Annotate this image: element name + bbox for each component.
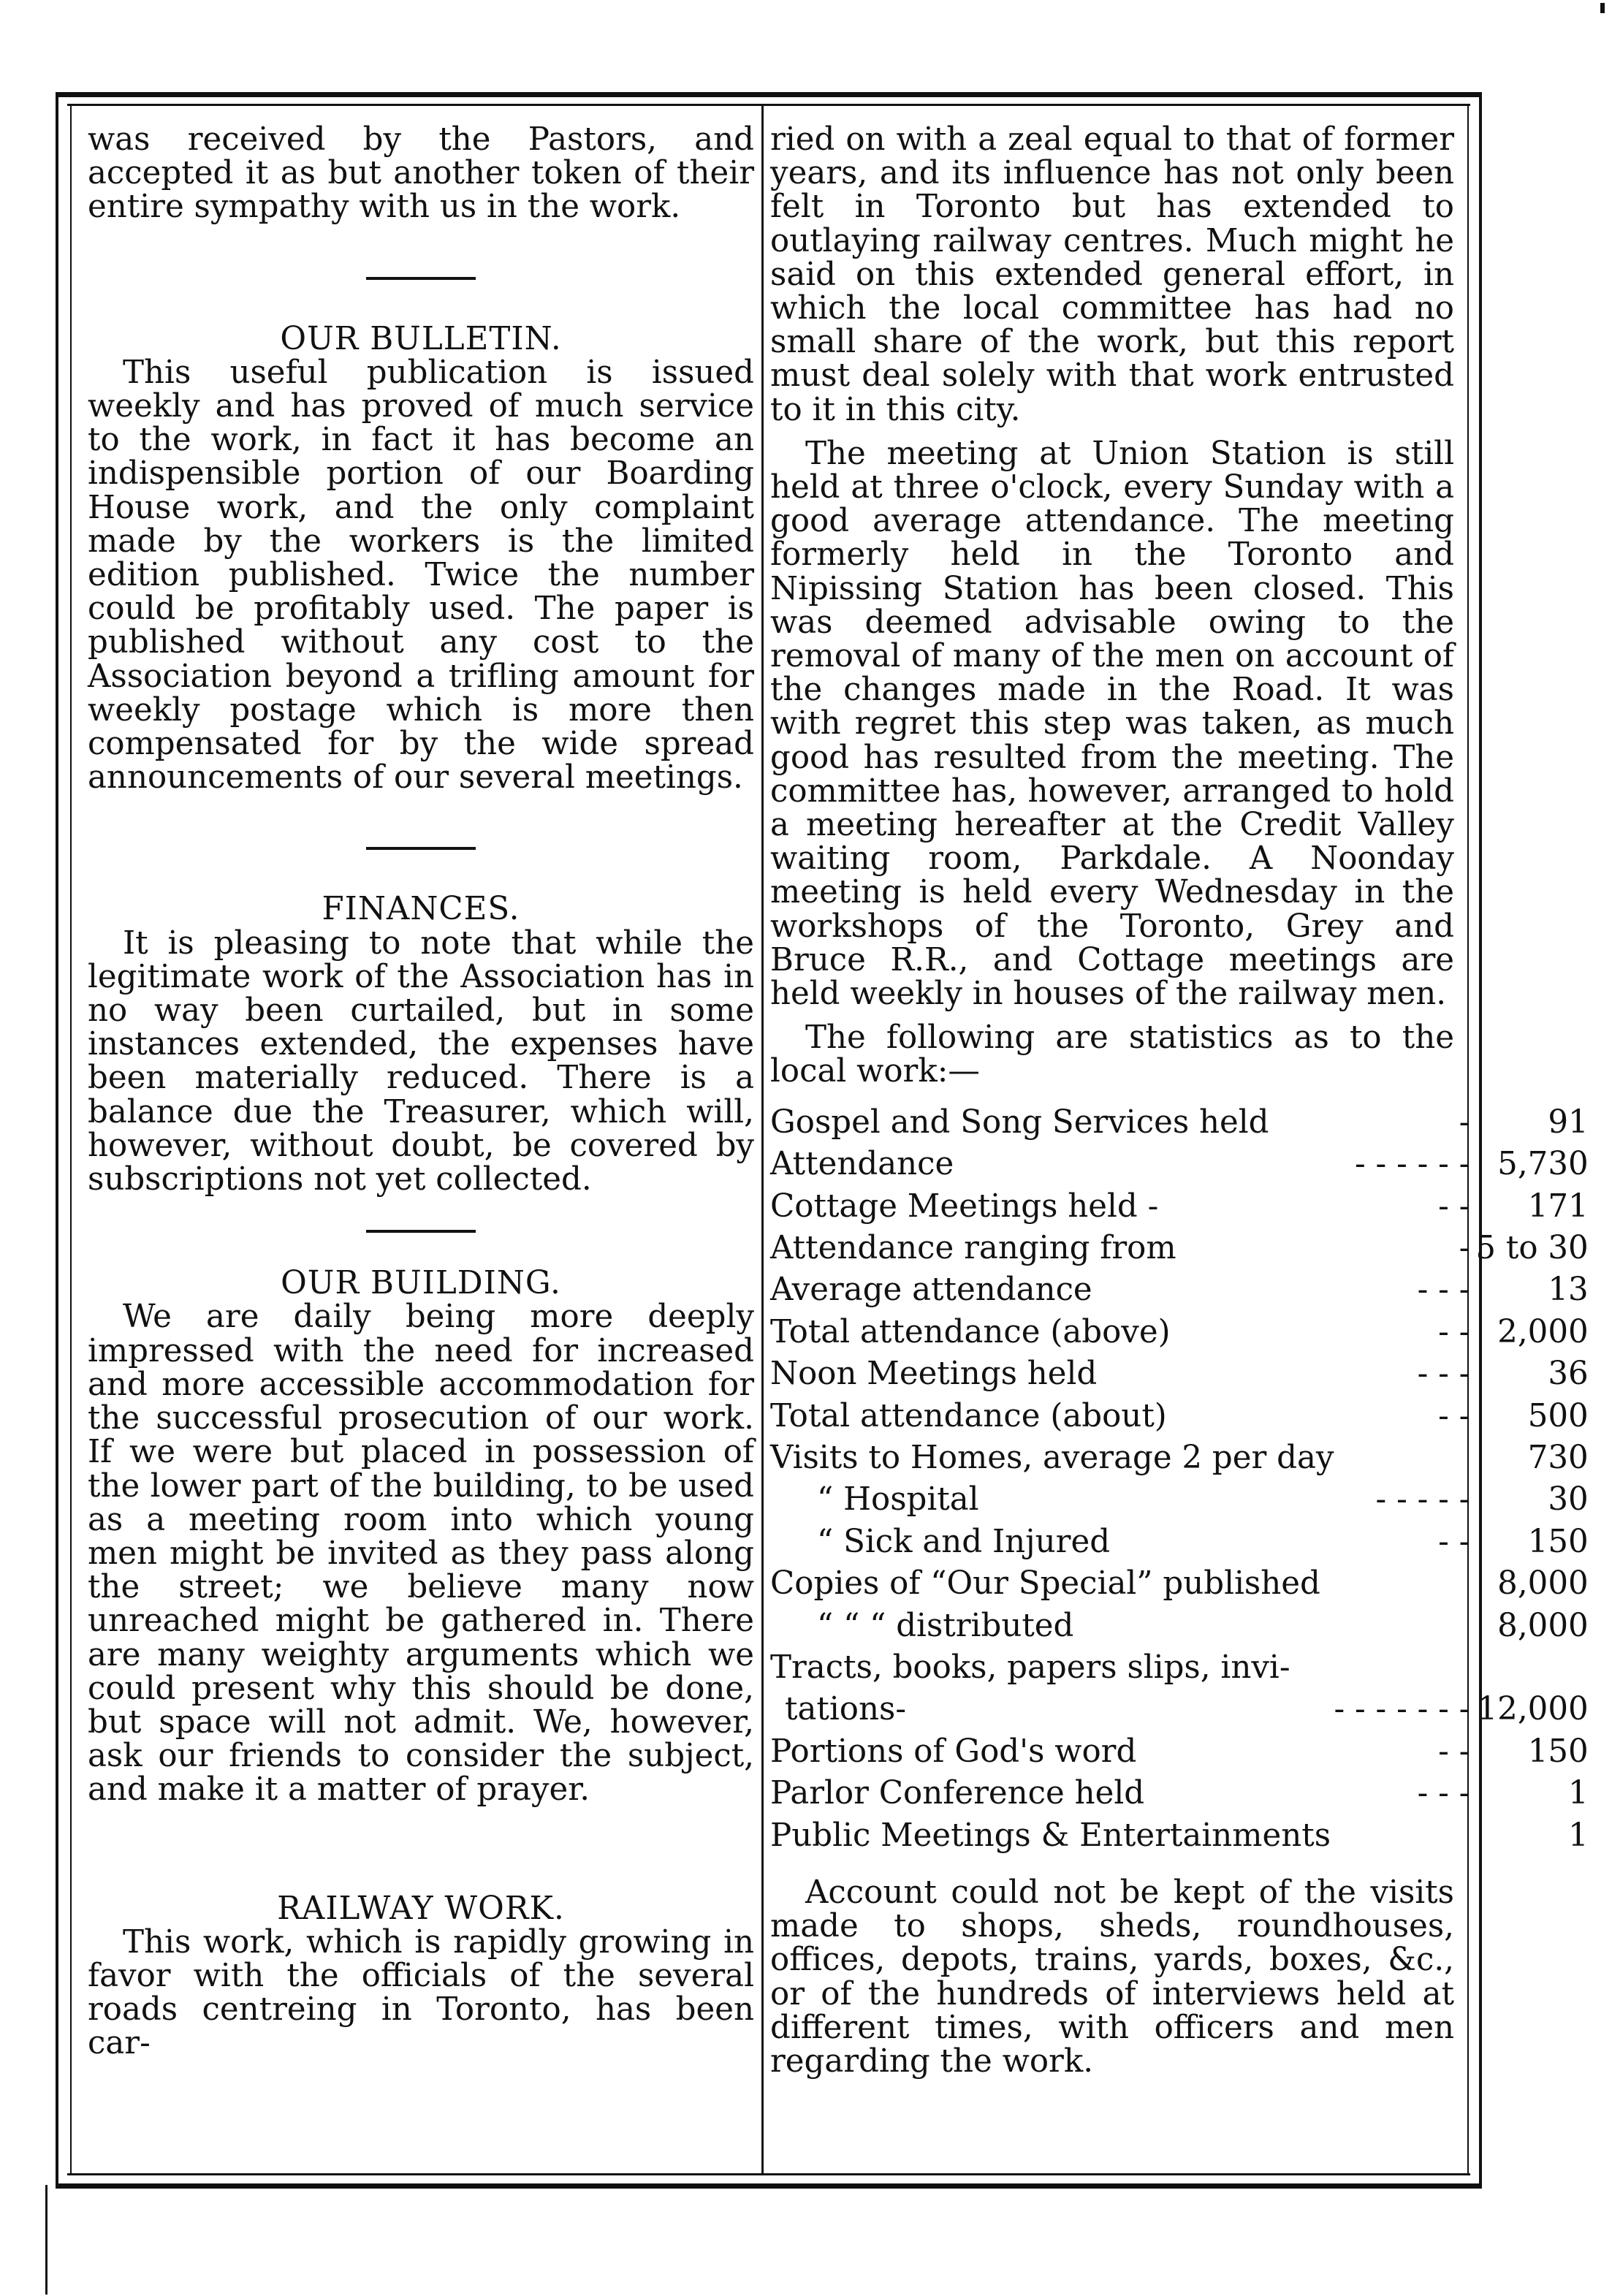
- stat-value: 91: [1548, 1103, 1589, 1141]
- stat-label: “ Hospital: [817, 1481, 979, 1518]
- building-paragraph: We are daily being more deeply impressed with the need for increased and more accessible accommodation for the successful prosecution of our work. If we were but placed in possession of the lower part of the building, to be used as a meeting room into which young men might be invited as they pass along the street; we believe many now unreached might be gathered in. There are many weighty arguments which we could present why this should be done, but space will not admit. We, however, ask our friends to consider the subject, and make it a matter of prayer.: [88, 1299, 754, 1809]
- stat-row: [770, 1144, 1589, 1185]
- stat-leader: - - - - - -: [1355, 1146, 1470, 1183]
- stat-label: Attendance ranging from: [770, 1229, 1176, 1266]
- column-divider: [761, 104, 764, 2175]
- stat-row: [770, 1479, 1589, 1521]
- top-border-thin: [67, 104, 1470, 106]
- stat-row: [770, 1647, 1589, 1689]
- bottom-border-thin: [67, 2173, 1470, 2175]
- stat-value: 5 to 30: [1475, 1229, 1589, 1266]
- stat-leader: - -: [1438, 1313, 1470, 1350]
- stat-row: [770, 1102, 1589, 1144]
- stat-value: 13: [1548, 1271, 1589, 1309]
- stat-label: Total attendance (above): [770, 1313, 1171, 1350]
- stat-value: 150: [1527, 1733, 1589, 1770]
- stat-row: [770, 1563, 1589, 1605]
- stat-value: 36: [1548, 1356, 1589, 1393]
- stat-value: 2,000: [1497, 1313, 1589, 1350]
- stat-row: [770, 1312, 1589, 1353]
- stat-label: Parlor Conference held: [770, 1775, 1145, 1812]
- bulletin-paragraph: This useful publication is issued weekly and has proved of much service to the work, in fact it has become an indispensible portion of our Boarding House work, and the only complaint made by the workers is the limited edition published. Twice the number could be profitably used. The paper is published without any cost to the Association beyond a trifling amount for weekly postage which is more then compensated for by the wide spread announcements of our several meetings.: [88, 354, 754, 797]
- stat-leader: - - -: [1417, 1775, 1470, 1812]
- stat-value: 8,000: [1497, 1607, 1589, 1644]
- heading-finances: FINANCES.: [322, 891, 520, 928]
- railway-continued-paragraph: ried on with a zeal equal to that of former years, and its influence has not only been felt in Toronto but has extended to outlaying railway centres. Much might he said on this extended general effort, in which the local committee has had no small share of the work, but this report must deal solely with that work entrusted to it in this city.: [770, 121, 1454, 428]
- union-station-paragraph: The meeting at Union Station is still held at three o'clock, every Sunday with a good average attendance. The meeting formerly held in the Toronto and Nipissing Station has been closed. This was deemed advisable owing to the removal of many of the men on account of the changes made in the Road. It was with regret this step was taken, as much good has resulted from the meeting. The committee has, however, arranged to hold a meeting hereafter at the Credit Valley waiting room, Parkdale. A Noonday meeting is held every Wednesday in the workshops of the Toronto, Grey and Bruce R.R., and Cottage meetings are held weekly in houses of the railway men.: [770, 435, 1454, 1013]
- stat-value: 730: [1527, 1439, 1589, 1476]
- heading-railway-work: RAILWAY WORK.: [277, 1890, 565, 1927]
- stat-leader: - - -: [1417, 1271, 1470, 1309]
- margin-line: [45, 2185, 47, 2295]
- heading-our-building: OUR BUILDING.: [281, 1265, 561, 1302]
- stat-row: [770, 1731, 1589, 1773]
- stat-label: Average attendance: [770, 1271, 1092, 1309]
- stat-leader: - - - - - - -: [1334, 1691, 1470, 1728]
- stat-value: 1: [1568, 1775, 1589, 1812]
- stat-value: 30: [1548, 1481, 1589, 1518]
- stat-leader: - -: [1438, 1397, 1470, 1434]
- stat-label: Cottage Meetings held -: [770, 1187, 1159, 1225]
- stat-row: [770, 1521, 1589, 1563]
- intro-paragraph: was received by the Pastors, and accepted it as but another token of their entire sympathy with us in the work.: [88, 121, 754, 226]
- stat-leader: [1334, 1815, 1476, 1857]
- stat-row: [770, 1773, 1589, 1814]
- stat-leader: - - - - -: [1375, 1481, 1470, 1518]
- stat-label: Public Meetings & Entertainments: [770, 1817, 1331, 1854]
- left-border-inner: [70, 104, 72, 2175]
- stat-row: [770, 1605, 1589, 1647]
- section-separator: [366, 277, 476, 280]
- stat-label: Tracts, books, papers slips, invi-: [770, 1649, 1290, 1686]
- stat-row: [770, 1186, 1589, 1228]
- stat-row: [770, 1228, 1589, 1269]
- stat-label: Copies of “Our Special” published: [770, 1565, 1320, 1603]
- right-column: [770, 121, 1589, 2080]
- stat-row: [770, 1269, 1589, 1311]
- left-column: [88, 123, 754, 2061]
- heading-our-bulletin: OUR BULLETIN.: [280, 320, 562, 357]
- stat-label: Visits to Homes, average 2 per day: [770, 1439, 1334, 1476]
- stat-row: [770, 1437, 1589, 1479]
- ink-speck: [1600, 3, 1605, 13]
- left-border-outer: [56, 92, 58, 2189]
- stat-value: 500: [1527, 1397, 1589, 1434]
- stat-label: Portions of God's word: [770, 1733, 1137, 1770]
- section-separator: [366, 1230, 476, 1233]
- statistics-intro: The following are statistics as to the local work:—: [770, 1019, 1454, 1090]
- closing-paragraph: Account could not be kept of the visits made to shops, sheds, roundhouses, offices, depots, trains, yards, boxes, &c., or of the hundreds of interviews held at different times, with officers and men regarding the work.: [770, 1874, 1454, 2080]
- stat-label: Noon Meetings held: [770, 1356, 1098, 1393]
- stat-leader: [1334, 1605, 1476, 1647]
- stat-value: 8,000: [1497, 1565, 1589, 1603]
- stat-label: “ Sick and Injured: [817, 1523, 1111, 1560]
- stat-leader: [1334, 1563, 1476, 1605]
- stat-value: [1475, 1647, 1588, 1689]
- stat-leader: -: [1459, 1103, 1470, 1141]
- stat-row: [770, 1689, 1589, 1730]
- top-border-thick: [56, 92, 1482, 97]
- finances-paragraph: It is pleasing to note that while the legitimate work of the Association has in no way been curtailed, but in some instances extended, the expenses have been materially reduced. There is a balance due the Treasurer, which will, however, without doubt, be covered by subscriptions not yet collected.: [88, 924, 754, 1198]
- stat-value: 150: [1527, 1523, 1589, 1560]
- stat-value: 171: [1527, 1187, 1589, 1225]
- stat-row: [770, 1353, 1589, 1395]
- stat-row: [770, 1815, 1589, 1857]
- stat-leader: - -: [1438, 1733, 1470, 1770]
- stat-label: tations-: [785, 1691, 907, 1728]
- stat-row: [770, 1396, 1589, 1437]
- stat-label: “ “ “ distributed: [817, 1607, 1074, 1644]
- stat-leader: - - -: [1417, 1356, 1470, 1393]
- railway-paragraph: This work, which is rapidly growing in favor with the officials of the several roads centreing in Toronto, has been car-: [88, 1923, 754, 2062]
- stat-value: 1: [1568, 1817, 1589, 1854]
- stat-leader: [1334, 1437, 1476, 1479]
- stat-label: Gospel and Song Services held: [770, 1103, 1269, 1141]
- stat-label: Total attendance (about): [770, 1397, 1167, 1434]
- stat-leader: - -: [1438, 1523, 1470, 1560]
- stat-leader: -: [1459, 1229, 1470, 1266]
- bottom-border-thick: [56, 2183, 1482, 2189]
- stat-label: Attendance: [770, 1146, 954, 1183]
- statistics-table: [770, 1102, 1589, 1857]
- stat-leader: - -: [1438, 1187, 1470, 1225]
- stat-leader: [1334, 1647, 1476, 1689]
- section-separator: [366, 847, 476, 850]
- stat-value: 12,000: [1477, 1691, 1589, 1728]
- stat-value: 5,730: [1497, 1146, 1589, 1183]
